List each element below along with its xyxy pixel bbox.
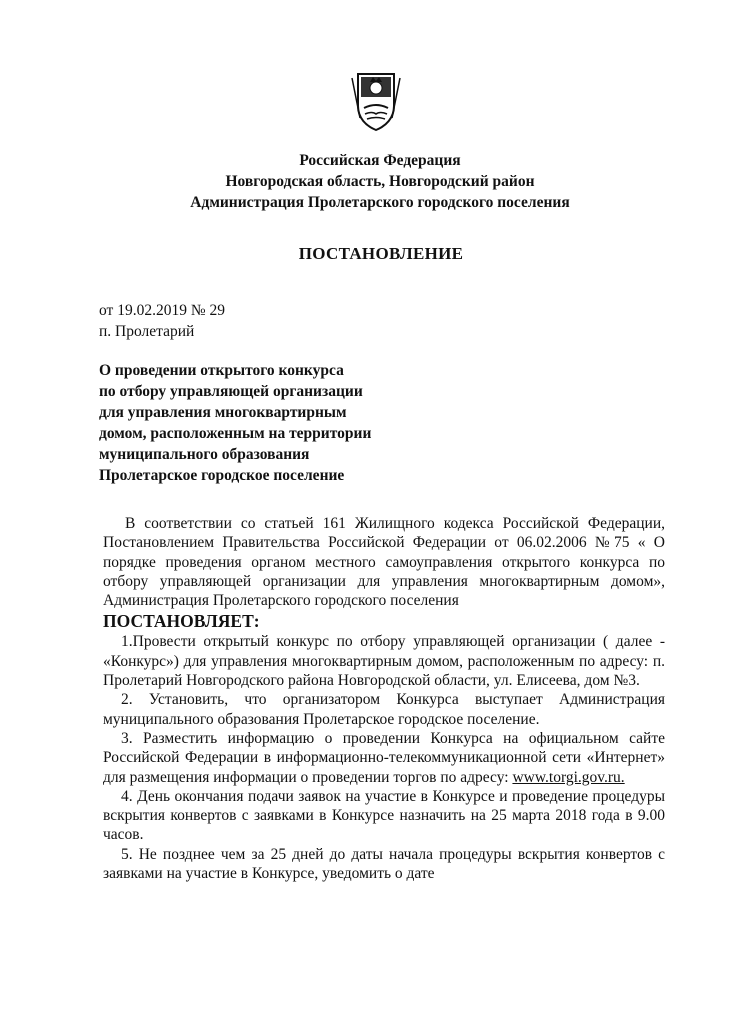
- document-place: п. Пролетарий: [99, 323, 195, 340]
- subject-line: домом, расположенным на территории: [99, 425, 372, 442]
- item-1-paragraph: 1.Провести открытый конкурс по отбору управляющей организации ( далее - «Конкурс») для управления многоквартирным домом, расположенным по адресу: п. Пролетарий Новгородского района Новгородской области, ул. Елисеева, дом №3.: [103, 633, 665, 690]
- subject-line: Пролетарское городское поселение: [99, 467, 345, 484]
- document-title: ПОСТАНОВЛЕНИЕ: [298, 244, 464, 263]
- subject-line: муниципального образования: [99, 446, 310, 463]
- document-dateline: [99, 300, 225, 342]
- document-header: [0, 150, 730, 213]
- header-administration: Администрация Пролетарского городского поселения: [190, 194, 570, 211]
- subject-line: по отбору управляющей организации: [99, 383, 363, 400]
- preamble-paragraph: В соответствии со статьей 161 Жилищного кодекса Российской Федерации, Постановлением Правительства Российской Федерации от 06.02.2006 №75 « О порядке проведения органом местного самоуправления открытого конкурса по отбору управляющей организации для управления многоквартирным домом», Администрация Пролетарского городского поселения: [103, 515, 665, 610]
- coat-of-arms-emblem: [350, 68, 402, 134]
- item-4-paragraph: 4. День окончания подачи заявок на участие в Конкурсе и проведение процедуры вскрытия конвертов с заявками в Конкурсе назначить на 25 марта 2018 года в 9.00 часов.: [103, 787, 665, 844]
- subject-line: О проведении открытого конкурса: [99, 362, 344, 379]
- document-subject: [99, 360, 371, 486]
- document-date-number: от 19.02.2019 № 29: [99, 302, 225, 319]
- subject-line: для управления многоквартирным: [99, 404, 347, 421]
- item-5-paragraph: 5. Не позднее чем за 25 дней до даты начала процедуры вскрытия конвертов с заявками на участие в Конкурсе, уведомить о дате: [103, 845, 665, 883]
- resolution-heading: ПОСТАНОВЛЯЕТ:: [103, 611, 260, 632]
- header-country: Российская Федерация: [299, 152, 461, 169]
- item-2-paragraph: 2. Установить, что организатором Конкурса выступает Администрация муниципального образования Пролетарское городское поселение.: [103, 691, 665, 728]
- item-3-text: 3. Разместить информацию о проведении Конкурса на официальном сайте Российской Федерации в информационно-телекоммуникационной сети «Интернет» для размещения информации о проведении торгов по адресу:: [103, 729, 665, 786]
- header-region: Новгородская область, Новгородский район: [225, 173, 535, 190]
- torgi-link[interactable]: www.torgi.gov.ru.: [512, 768, 625, 786]
- item-3-paragraph: [103, 729, 665, 787]
- document-body: [103, 514, 665, 883]
